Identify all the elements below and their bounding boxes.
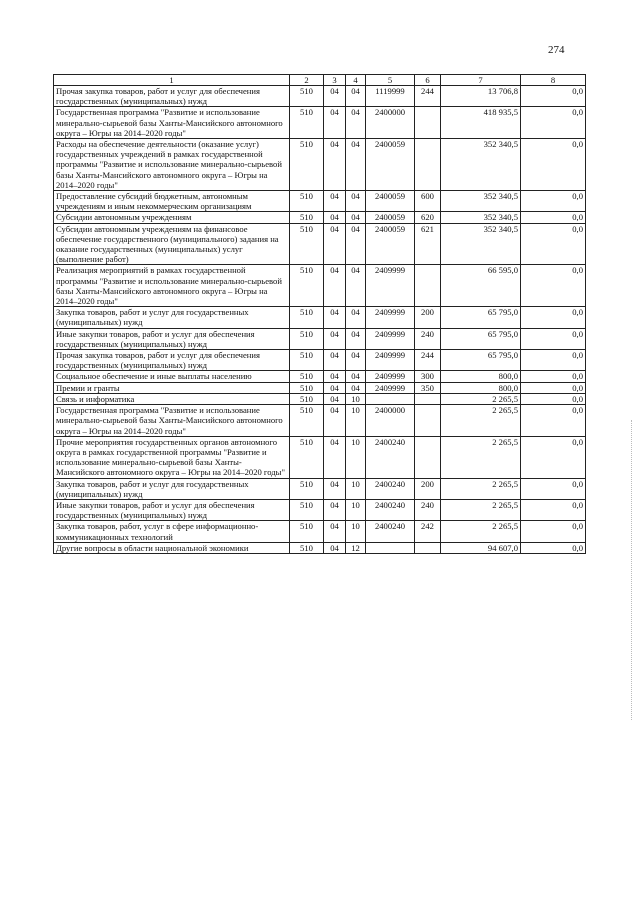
row-value-cell [415, 139, 441, 191]
row-value-cell: 0,0 [521, 499, 586, 520]
row-value-cell: 510 [290, 307, 324, 328]
row-value-cell: 2409999 [366, 382, 415, 393]
row-value-cell: 0,0 [521, 212, 586, 223]
row-value-cell: 2400000 [366, 107, 415, 139]
row-value-cell: 510 [290, 223, 324, 265]
row-value-cell: 0,0 [521, 86, 586, 107]
table-row [54, 107, 586, 139]
row-value-cell: 0,0 [521, 307, 586, 328]
row-value-cell: 12 [346, 542, 366, 553]
row-value-cell: 352 340,5 [441, 223, 521, 265]
row-value-cell: 04 [324, 307, 346, 328]
row-value-cell: 04 [346, 86, 366, 107]
row-value-cell: 510 [290, 499, 324, 520]
row-value-cell: 240 [415, 328, 441, 349]
row-value-cell: 04 [324, 405, 346, 437]
row-value-cell: 0,0 [521, 382, 586, 393]
row-value-cell: 2400240 [366, 436, 415, 478]
row-value-cell [366, 393, 415, 404]
row-value-cell: 04 [324, 499, 346, 520]
row-value-cell: 2 265,5 [441, 436, 521, 478]
row-value-cell: 200 [415, 307, 441, 328]
row-name-cell: Прочая закупка товаров, работ и услуг для обеспечения государственных (муниципальных) нужд [54, 350, 290, 371]
row-value-cell: 240 [415, 499, 441, 520]
row-value-cell: 0,0 [521, 139, 586, 191]
row-value-cell: 10 [346, 393, 366, 404]
row-name-cell: Связь и информатика [54, 393, 290, 404]
row-value-cell [415, 107, 441, 139]
row-value-cell: 04 [346, 191, 366, 212]
row-value-cell: 10 [346, 521, 366, 542]
row-value-cell: 04 [324, 212, 346, 223]
row-value-cell: 2400240 [366, 499, 415, 520]
row-value-cell: 04 [346, 107, 366, 139]
row-value-cell: 0,0 [521, 478, 586, 499]
table-row [54, 521, 586, 542]
row-name-cell: Прочая закупка товаров, работ и услуг для обеспечения государственных (муниципальных) нужд [54, 86, 290, 107]
row-value-cell: 510 [290, 139, 324, 191]
row-value-cell: 800,0 [441, 382, 521, 393]
row-name-cell: Субсидии автономным учреждениям [54, 212, 290, 223]
row-value-cell: 510 [290, 393, 324, 404]
row-value-cell: 0,0 [521, 436, 586, 478]
row-value-cell: 0,0 [521, 542, 586, 553]
row-value-cell: 242 [415, 521, 441, 542]
table-row [54, 393, 586, 404]
row-value-cell [415, 542, 441, 553]
table-row [54, 478, 586, 499]
row-name-cell: Государственная программа "Развитие и использование минерально-сырьевой базы Ханты-Мансийского автономного округа – Югры на 2014–2020 годы" [54, 405, 290, 437]
column-header: 5 [366, 75, 415, 86]
row-value-cell: 2400240 [366, 478, 415, 499]
row-value-cell: 04 [346, 265, 366, 307]
row-value-cell: 04 [324, 521, 346, 542]
table-header-row [54, 75, 586, 86]
row-name-cell: Субсидии автономным учреждениям на финансовое обеспечение государственного (муниципального) задания на оказание государственных (муниципальных) услуг (выполнение работ) [54, 223, 290, 265]
row-name-cell: Предоставление субсидий бюджетным, автономным учреждениям и иным некоммерческим организациям [54, 191, 290, 212]
row-value-cell: 600 [415, 191, 441, 212]
table-row [54, 139, 586, 191]
row-name-cell: Закупка товаров, работ и услуг для государственных (муниципальных) нужд [54, 307, 290, 328]
row-value-cell: 2 265,5 [441, 478, 521, 499]
column-header: 4 [346, 75, 366, 86]
row-value-cell: 04 [324, 382, 346, 393]
row-value-cell [415, 393, 441, 404]
table-row [54, 223, 586, 265]
row-name-cell: Реализация мероприятий в рамках государственной программы "Развитие и использование минерально-сырьевой базы Ханты-Мансийского автономного округа – Югры на 2014–2020 годы" [54, 265, 290, 307]
row-value-cell: 04 [324, 393, 346, 404]
row-value-cell: 2400059 [366, 139, 415, 191]
row-value-cell: 2409999 [366, 371, 415, 382]
row-value-cell: 10 [346, 478, 366, 499]
table-row [54, 499, 586, 520]
row-value-cell: 510 [290, 382, 324, 393]
row-value-cell: 94 607,0 [441, 542, 521, 553]
row-value-cell: 2 265,5 [441, 405, 521, 437]
row-value-cell: 350 [415, 382, 441, 393]
row-value-cell: 510 [290, 436, 324, 478]
row-name-cell: Иные закупки товаров, работ и услуг для обеспечения государственных (муниципальных) нужд [54, 328, 290, 349]
row-value-cell: 04 [324, 371, 346, 382]
row-name-cell: Прочие мероприятия государственных органов автономного округа в рамках государственной программы "Развитие и использование минерально-сырьевой базы Ханты-Мансийского автономного округа – Югры на 2014–2020 годы" [54, 436, 290, 478]
row-value-cell: 510 [290, 265, 324, 307]
row-value-cell: 04 [346, 371, 366, 382]
row-value-cell: 510 [290, 107, 324, 139]
row-value-cell: 510 [290, 371, 324, 382]
row-value-cell: 2400059 [366, 212, 415, 223]
row-value-cell: 1119999 [366, 86, 415, 107]
row-value-cell: 0,0 [521, 371, 586, 382]
row-value-cell: 352 340,5 [441, 139, 521, 191]
row-value-cell: 2409999 [366, 328, 415, 349]
row-value-cell: 621 [415, 223, 441, 265]
row-value-cell: 0,0 [521, 350, 586, 371]
row-value-cell: 04 [346, 307, 366, 328]
column-header: 2 [290, 75, 324, 86]
table-row [54, 328, 586, 349]
row-value-cell: 10 [346, 436, 366, 478]
row-name-cell: Премии и гранты [54, 382, 290, 393]
row-value-cell: 10 [346, 405, 366, 437]
table-row [54, 436, 586, 478]
row-value-cell: 200 [415, 478, 441, 499]
row-name-cell: Закупка товаров, работ и услуг для государственных (муниципальных) нужд [54, 478, 290, 499]
row-value-cell: 0,0 [521, 328, 586, 349]
row-value-cell: 2409999 [366, 265, 415, 307]
row-value-cell: 510 [290, 212, 324, 223]
row-value-cell: 04 [324, 478, 346, 499]
row-value-cell [415, 436, 441, 478]
row-value-cell: 510 [290, 191, 324, 212]
row-value-cell: 352 340,5 [441, 212, 521, 223]
row-value-cell: 0,0 [521, 191, 586, 212]
row-value-cell: 0,0 [521, 405, 586, 437]
row-value-cell: 04 [324, 265, 346, 307]
row-value-cell: 510 [290, 478, 324, 499]
page-number: 274 [548, 44, 565, 56]
row-value-cell: 04 [324, 436, 346, 478]
row-value-cell: 10 [346, 499, 366, 520]
row-value-cell: 2409999 [366, 307, 415, 328]
table-row [54, 265, 586, 307]
table-row [54, 86, 586, 107]
row-value-cell: 2 265,5 [441, 393, 521, 404]
row-name-cell: Иные закупки товаров, работ и услуг для обеспечения государственных (муниципальных) нужд [54, 499, 290, 520]
row-name-cell: Другие вопросы в области национальной экономики [54, 542, 290, 553]
row-name-cell: Закупка товаров, работ, услуг в сфере информационно-коммуникационных технологий [54, 521, 290, 542]
table-row [54, 350, 586, 371]
row-value-cell: 04 [324, 139, 346, 191]
table-row [54, 191, 586, 212]
row-value-cell: 244 [415, 350, 441, 371]
row-value-cell: 04 [346, 350, 366, 371]
row-value-cell: 04 [324, 328, 346, 349]
row-value-cell: 04 [346, 382, 366, 393]
row-value-cell: 0,0 [521, 223, 586, 265]
row-value-cell [415, 405, 441, 437]
table-row [54, 382, 586, 393]
column-header: 1 [54, 75, 290, 86]
row-value-cell: 04 [324, 542, 346, 553]
row-name-cell: Расходы на обеспечение деятельности (оказание услуг) государственных учреждений в рамках государственной программы "Развитие и использование минерально-сырьевой базы Ханты-Мансийского автономного округа – Югры на 2014–2020 годы" [54, 139, 290, 191]
row-value-cell [415, 265, 441, 307]
row-value-cell: 13 706,8 [441, 86, 521, 107]
row-value-cell: 244 [415, 86, 441, 107]
row-value-cell: 0,0 [521, 521, 586, 542]
row-value-cell: 2 265,5 [441, 521, 521, 542]
row-value-cell: 04 [346, 212, 366, 223]
row-value-cell: 65 795,0 [441, 328, 521, 349]
row-value-cell: 04 [324, 223, 346, 265]
row-value-cell: 2400059 [366, 223, 415, 265]
row-value-cell: 04 [324, 86, 346, 107]
row-value-cell: 2409999 [366, 350, 415, 371]
column-header: 8 [521, 75, 586, 86]
row-value-cell: 65 795,0 [441, 350, 521, 371]
row-value-cell: 510 [290, 350, 324, 371]
row-value-cell: 0,0 [521, 265, 586, 307]
row-value-cell: 510 [290, 542, 324, 553]
row-value-cell: 800,0 [441, 371, 521, 382]
row-value-cell: 2400240 [366, 521, 415, 542]
row-value-cell: 0,0 [521, 107, 586, 139]
column-header: 3 [324, 75, 346, 86]
row-value-cell: 04 [346, 139, 366, 191]
row-value-cell: 620 [415, 212, 441, 223]
column-header: 7 [441, 75, 521, 86]
row-value-cell: 0,0 [521, 393, 586, 404]
table-row [54, 542, 586, 553]
row-value-cell: 510 [290, 405, 324, 437]
row-value-cell: 04 [324, 107, 346, 139]
row-name-cell: Социальное обеспечение и иные выплаты населению [54, 371, 290, 382]
table-row [54, 307, 586, 328]
row-value-cell: 66 595,0 [441, 265, 521, 307]
budget-table [53, 74, 586, 554]
column-header: 6 [415, 75, 441, 86]
row-value-cell: 510 [290, 328, 324, 349]
row-value-cell: 04 [324, 350, 346, 371]
row-name-cell: Государственная программа "Развитие и использование минерально-сырьевой базы Ханты-Мансийского автономного округа – Югры на 2014–2020 годы" [54, 107, 290, 139]
table-row [54, 212, 586, 223]
table-row [54, 405, 586, 437]
row-value-cell: 352 340,5 [441, 191, 521, 212]
row-value-cell: 300 [415, 371, 441, 382]
row-value-cell: 510 [290, 86, 324, 107]
scan-edge-marks [631, 420, 634, 720]
row-value-cell: 04 [346, 223, 366, 265]
row-value-cell [366, 542, 415, 553]
row-value-cell: 510 [290, 521, 324, 542]
row-value-cell: 418 935,5 [441, 107, 521, 139]
row-value-cell: 04 [324, 191, 346, 212]
table-row [54, 371, 586, 382]
row-value-cell: 04 [346, 328, 366, 349]
row-value-cell: 2400059 [366, 191, 415, 212]
row-value-cell: 2 265,5 [441, 499, 521, 520]
row-value-cell: 65 795,0 [441, 307, 521, 328]
row-value-cell: 2400000 [366, 405, 415, 437]
